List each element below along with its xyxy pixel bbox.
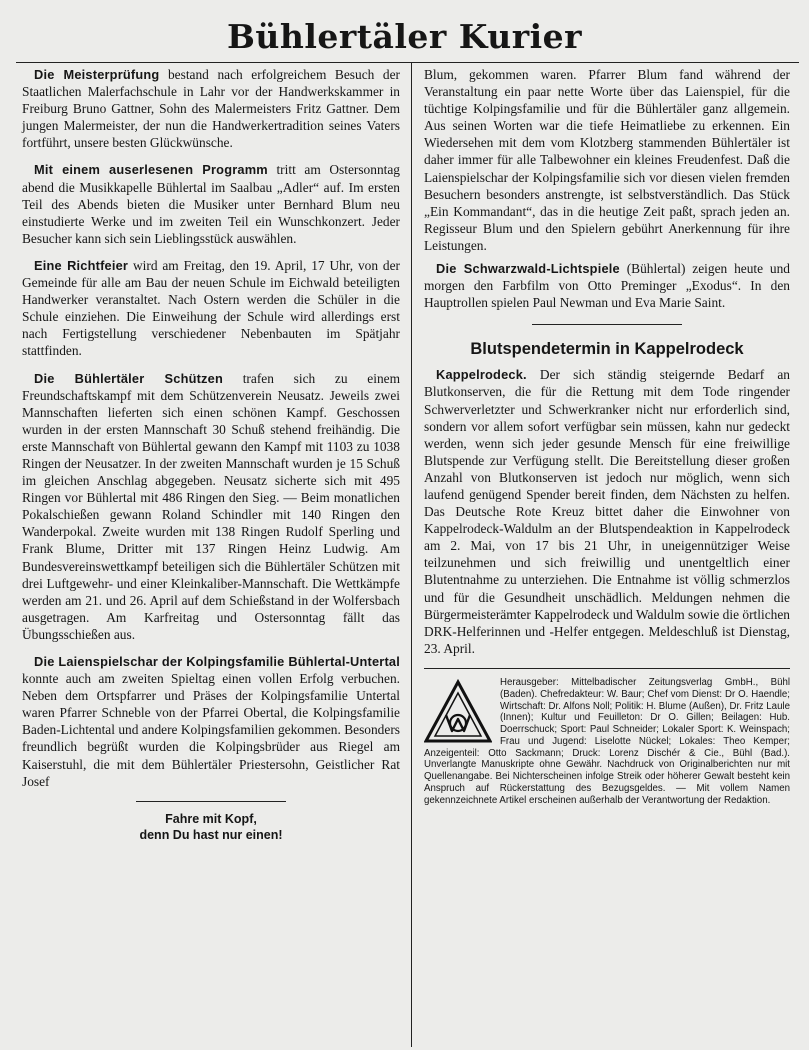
article-lead: Die Meisterprüfung <box>34 67 160 82</box>
article-text: tritt am Ostersonntag abend die Musikkapelle Bühlertal im Saalbau „Adler“ auf. Im ersten Teil des Abends bieten die Musiker unter Bernhard Blum neu einstudierte Werke und im zweiten Teil ein Wunschkonzert. Jeder Besucher kann sich sein Lieblingsstück auswählen. <box>22 162 401 246</box>
masthead-title: Bühlertäler Kurier <box>226 17 583 56</box>
article-lichtspiele <box>424 260 790 311</box>
article-text: konnte auch am zweiten Spieltag einen vollen Erfolg verbuchen. Neben dem Ortspfarrer und Präses der Kolpingsfamilie Untertal waren Pfarrer Schneble von der Pfarrei Obertal, die Kolpingsfamilie Baden-Lichtental und andere Kolpingsfamilien gekommen. Besonders freundlich begrüßt wurden die Kolpingsbrüder aus Riegel am Kaiserstuhl, die mit dem Bühlertäler Priestersohn, Geistlicher Rat Josef <box>22 671 400 789</box>
imprint-block <box>424 668 790 807</box>
imprint-rule <box>424 668 790 669</box>
article-schuetzen <box>22 370 400 644</box>
right-column <box>424 66 790 807</box>
article-text: (Bühlertal) zeigen heute und morgen den Farbfilm von Otto Preminger „Exodus“. In den Hauptrollen spielen Paul Newman und Eva Marie Saint. <box>424 261 790 311</box>
article-continuation: Blum, gekommen waren. Pfarrer Blum fand während der Veranstaltung ein paar nette Worte über das Laienspiel, für die tüchtige Kolpingsfamilie und für die Bühlertäler ganz allgemein. Aus seinen Worten war die tiefe Heimatliebe zu erkennen. Ein Wiedersehen mit dem vom Klotzberg stammenden Bühlertäler ist daher immer für alle Talbewohner ein kleines Freudenfest. Daß die Laienspielschar der Kolpingsfamilie sich vor diesen vielen fremden Besuchern besonders anstrengte, ist selbstverständlich. Das Stück „Ein Kommandant“, das in die heutige Zeit paßt, sprach jeden an. Regisseur Blum und den Spielern gebührt Anerkennung für ihre Leistungen. <box>424 67 790 253</box>
article-laienspielschar <box>22 653 400 790</box>
section-separator <box>532 324 682 325</box>
publisher-logo-icon <box>424 679 492 745</box>
headline-blutspende: Blutspendetermin in Kappelrodeck <box>470 340 744 359</box>
header-rule <box>16 62 799 63</box>
motto-separator <box>136 801 286 802</box>
article-lead: Die Laienspielschar der Kolpingsfamilie Bühlertal-Untertal <box>34 654 400 669</box>
article-text: trafen sich zu einem Freundschaftskampf mit dem Schützenverein Neusatz. Jeweils zwei Mannschaften lieferten sich einen schönen Kampf. Geschossen wurden in der ersten Mannschaft 30 Schuß stehend freihändig. Die erste Mannschaft von Bühlertal gewann den Kampf mit 1103 zu 1038 Ringen der Neusatzer. In der zweiten Mannschaft wurden je 15 Schuß im gleichen Anschlag abgegeben. Neusatz sicherte sich mit 495 Ringen vor Bühlertal mit 486 Ringen den Sieg. — Beim monatlichen Pokalschießen gewann Roland Schindler mit 140 Ringen den Wanderpokal. Zweite wurden mit 138 Ringen Rudolf Sperling und Frank Blume, Dritter mit 137 Ringen Heinz Ludwig. Am Bundesvereinswettkampf beteiligen sich die Bühlertäler Schützen mit drei Luftgewehr- und einer Kleinkaliber-Mannschaft. Die Wettkämpfe werden am 21. und 26. April auf dem Schießstand in der Wolfersbach ausgetragen. Am Karfreitag und Ostersonntag fällt das Übungsschießen aus. <box>22 370 400 642</box>
article-lead: Mit einem auserlesenen Programm <box>34 162 268 178</box>
column-rule <box>411 62 412 1047</box>
article-lead: Die Schwarzwald-Lichtspiele <box>436 261 620 277</box>
article-text: bestand nach erfolgreichem Besuch der Staatlichen Malerfachschule in Lahr vor der Handwerkskammer in Freiburg Bruno Gattner, Sohn des Malermeisters Fritz Gattner. Dem jungen Malermeister, der nun die Handwerkertradition seines Vaters fortführt, unsere besten Glückwünsche. <box>22 67 400 151</box>
article-meisterpruefung <box>22 66 400 151</box>
motto-line: Fahre mit Kopf, <box>165 811 257 826</box>
article-richtfeier <box>22 257 400 360</box>
article-text: wird am Freitag, den 19. April, 17 Uhr, von der Gemeinde für alle am Bau der neuen Schule im Eichwald beteiligten Handwerker veranstaltet. Nach Ostern werden die Schüler in die Schule einziehen. Die Einweihung der Schule wird allerdings erst nach Fertigstellung verschiedener Nebenbauten im Spätjahr stattfinden. <box>22 257 400 359</box>
left-column <box>22 66 400 843</box>
article-text: Der sich ständig steigernde Bedarf an Blutkonserven, die für die Rettung mit dem Tode ringender Schwerverletzter und Schwerkranker nicht nur erforderlich sind, sondern vor allem sofort verfügbar sein müssen, kahn nur gedeckt werden, wenn sich jeder gesunde Mensch für eine freiwillige Blutspende zur Verfügung stellt. Die Bereitstellung dieser großen Anzahl von Blutkonserven ist jedoch nur möglich, wenn sich laufend genügend Spender bereit finden, dem Nächsten zu helfen. Das Deutsche Rote Kreuz bittet daher die Einwohner von Kappelrodeck-Waldulm an der Blutspendeaktion in Kappelrodeck am 2. Mai, von 17 bis 21 Uhr, in uneigennütziger Weise teilzunehmen und sich freiwillig und unentgeltlich einer Blutentnahme zu unterziehen. Die Entnahme ist völlig schmerzlos und für die Gesundheit unschädlich. Meldungen nehmen die Bürgermeisterämter Kappelrodeck und Waldulm sowie die örtlichen DRK-Helferinnen und -Helfer entgegen. Meldeschluß ist Dienstag, 23. April. <box>424 367 790 656</box>
motto-line: denn Du hast nur einen! <box>139 827 283 842</box>
article-lead: Die Bühlertäler Schützen <box>34 370 223 386</box>
imprint-text: Herausgeber: Mittelbadischer Zeitungsverlag GmbH., Bühl (Baden). Chefredakteur: W. Baur; Chef vom Dienst: Dr O. Haendle; Wirtschaft: Dr. Alfons Noll; Politik: H. Blume (Außen), Dr. Fritz Laule (Innen); Kultur und Feuilleton: Dr O. Gillen; Beilagen: Hub. Doerrschuck; Sport: Paul Schneider; Lokaler Sport: K. Weinspach; Frau und Jugend: Liselotte Nückel; Lokales: Theo Kemper; Anzeigenteil: Otto Sackmann; Druck: Lorenz Dischér & Cie., Bühl (Bad.). Unverlangte Manuskripte ohne Gewähr. Nachdruck von Originalberichten nur mit Quellenangabe. Bei Nichterscheinen infolge Streik oder höherer Gewalt besteht kein Anspruch auf Rückerstattung des Bezugsgeldes. — Mit vollem Namen gekennzeichnete Artikel erscheinen außerhalb der Verantwortung der Redaktion. <box>424 676 790 806</box>
article-blutspende <box>424 366 790 657</box>
article-lead: Kappelrodeck. <box>436 367 527 383</box>
article-programm <box>22 161 400 246</box>
safety-motto <box>22 811 400 843</box>
article-lead: Eine Richtfeier <box>34 257 129 273</box>
